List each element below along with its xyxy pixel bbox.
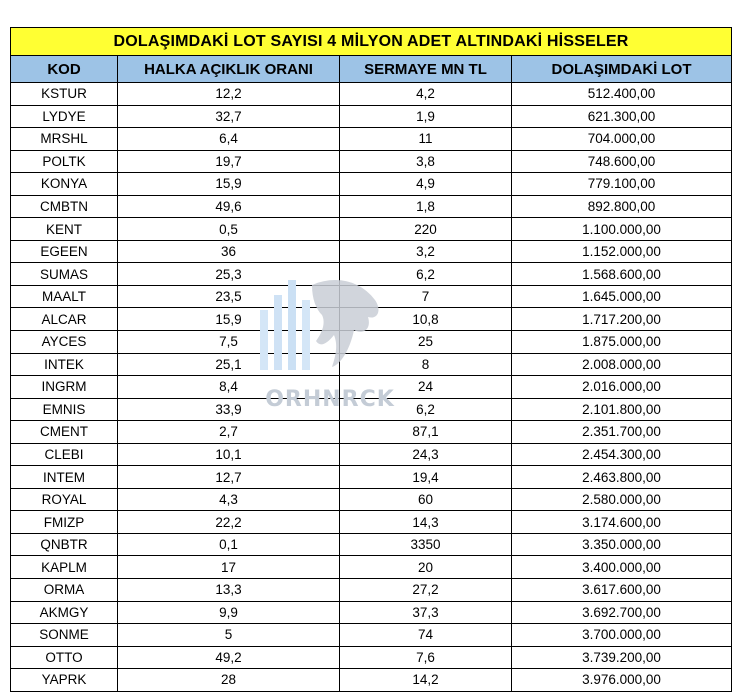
cell-sermaye: 6,2 [340, 263, 512, 286]
table-row [11, 376, 732, 399]
table-row [11, 443, 732, 466]
cell-halka-aciklik: 10,1 [118, 443, 340, 466]
cell-dolasimdaki-lot: 704.000,00 [512, 128, 732, 151]
cell-dolasimdaki-lot: 1.875.000,00 [512, 331, 732, 354]
table-body [11, 83, 732, 692]
cell-kod: CMENT [11, 421, 118, 444]
cell-dolasimdaki-lot: 2.351.700,00 [512, 421, 732, 444]
cell-sermaye: 3350 [340, 533, 512, 556]
cell-dolasimdaki-lot: 748.600,00 [512, 150, 732, 173]
cell-halka-aciklik: 25,1 [118, 353, 340, 376]
cell-sermaye: 25 [340, 331, 512, 354]
cell-sermaye: 10,8 [340, 308, 512, 331]
cell-dolasimdaki-lot: 2.454.300,00 [512, 443, 732, 466]
cell-sermaye: 24 [340, 376, 512, 399]
cell-halka-aciklik: 33,9 [118, 398, 340, 421]
header-halka-aciklik: HALKA AÇIKLIK ORANI [118, 56, 340, 83]
table-title: DOLAŞIMDAKİ LOT SAYISI 4 MİLYON ADET ALTINDAKİ HİSSELER [11, 28, 732, 56]
cell-dolasimdaki-lot: 1.717.200,00 [512, 308, 732, 331]
cell-halka-aciklik: 7,5 [118, 331, 340, 354]
table-row [11, 556, 732, 579]
cell-dolasimdaki-lot: 621.300,00 [512, 105, 732, 128]
cell-sermaye: 74 [340, 624, 512, 647]
cell-dolasimdaki-lot: 512.400,00 [512, 83, 732, 106]
cell-halka-aciklik: 5 [118, 624, 340, 647]
cell-dolasimdaki-lot: 892.800,00 [512, 195, 732, 218]
cell-sermaye: 6,2 [340, 398, 512, 421]
cell-sermaye: 19,4 [340, 466, 512, 489]
table-row [11, 331, 732, 354]
cell-dolasimdaki-lot: 2.580.000,00 [512, 488, 732, 511]
table-row [11, 511, 732, 534]
table-row [11, 488, 732, 511]
cell-kod: EMNIS [11, 398, 118, 421]
table-row [11, 624, 732, 647]
cell-sermaye: 3,8 [340, 150, 512, 173]
cell-kod: AKMGY [11, 601, 118, 624]
cell-kod: KSTUR [11, 83, 118, 106]
cell-dolasimdaki-lot: 2.008.000,00 [512, 353, 732, 376]
cell-sermaye: 60 [340, 488, 512, 511]
cell-dolasimdaki-lot: 1.568.600,00 [512, 263, 732, 286]
table-row [11, 83, 732, 106]
stock-table-container [10, 27, 731, 692]
cell-halka-aciklik: 6,4 [118, 128, 340, 151]
table-row [11, 263, 732, 286]
cell-kod: EGEEN [11, 240, 118, 263]
cell-halka-aciklik: 28 [118, 669, 340, 692]
cell-dolasimdaki-lot: 2.101.800,00 [512, 398, 732, 421]
cell-kod: CMBTN [11, 195, 118, 218]
cell-kod: KENT [11, 218, 118, 241]
cell-dolasimdaki-lot: 3.350.000,00 [512, 533, 732, 556]
stock-table [10, 27, 732, 692]
cell-kod: CLEBI [11, 443, 118, 466]
cell-dolasimdaki-lot: 3.692.700,00 [512, 601, 732, 624]
table-row [11, 421, 732, 444]
cell-dolasimdaki-lot: 3.976.000,00 [512, 669, 732, 692]
cell-sermaye: 14,2 [340, 669, 512, 692]
cell-halka-aciklik: 9,9 [118, 601, 340, 624]
cell-halka-aciklik: 15,9 [118, 308, 340, 331]
cell-sermaye: 27,2 [340, 579, 512, 602]
cell-halka-aciklik: 2,7 [118, 421, 340, 444]
cell-sermaye: 4,2 [340, 83, 512, 106]
table-row [11, 195, 732, 218]
table-row [11, 173, 732, 196]
cell-halka-aciklik: 4,3 [118, 488, 340, 511]
cell-dolasimdaki-lot: 2.016.000,00 [512, 376, 732, 399]
cell-kod: LYDYE [11, 105, 118, 128]
cell-halka-aciklik: 49,6 [118, 195, 340, 218]
cell-kod: ROYAL [11, 488, 118, 511]
table-row [11, 128, 732, 151]
table-row [11, 466, 732, 489]
cell-dolasimdaki-lot: 2.463.800,00 [512, 466, 732, 489]
cell-halka-aciklik: 36 [118, 240, 340, 263]
header-sermaye: SERMAYE MN TL [340, 56, 512, 83]
cell-dolasimdaki-lot: 3.739.200,00 [512, 646, 732, 669]
cell-sermaye: 7,6 [340, 646, 512, 669]
cell-kod: SUMAS [11, 263, 118, 286]
table-row [11, 105, 732, 128]
cell-kod: KAPLM [11, 556, 118, 579]
table-row [11, 218, 732, 241]
cell-kod: KONYA [11, 173, 118, 196]
table-row [11, 646, 732, 669]
cell-kod: POLTK [11, 150, 118, 173]
cell-kod: ORMA [11, 579, 118, 602]
cell-sermaye: 3,2 [340, 240, 512, 263]
cell-dolasimdaki-lot: 779.100,00 [512, 173, 732, 196]
table-row [11, 533, 732, 556]
cell-kod: AYCES [11, 331, 118, 354]
cell-halka-aciklik: 17 [118, 556, 340, 579]
cell-halka-aciklik: 22,2 [118, 511, 340, 534]
cell-kod: YAPRK [11, 669, 118, 692]
cell-halka-aciklik: 32,7 [118, 105, 340, 128]
cell-sermaye: 1,9 [340, 105, 512, 128]
cell-dolasimdaki-lot: 3.617.600,00 [512, 579, 732, 602]
cell-sermaye: 8 [340, 353, 512, 376]
cell-halka-aciklik: 12,7 [118, 466, 340, 489]
cell-halka-aciklik: 15,9 [118, 173, 340, 196]
table-row [11, 579, 732, 602]
watermark-text: ORHNRCK [265, 387, 395, 412]
cell-kod: ALCAR [11, 308, 118, 331]
table-row [11, 240, 732, 263]
cell-sermaye: 37,3 [340, 601, 512, 624]
cell-halka-aciklik: 23,5 [118, 285, 340, 308]
table-row [11, 669, 732, 692]
cell-halka-aciklik: 13,3 [118, 579, 340, 602]
cell-dolasimdaki-lot: 3.400.000,00 [512, 556, 732, 579]
cell-dolasimdaki-lot: 1.645.000,00 [512, 285, 732, 308]
cell-dolasimdaki-lot: 3.700.000,00 [512, 624, 732, 647]
header-dolasimdaki-lot: DOLAŞIMDAKİ LOT [512, 56, 732, 83]
cell-sermaye: 4,9 [340, 173, 512, 196]
cell-kod: INGRM [11, 376, 118, 399]
cell-sermaye: 14,3 [340, 511, 512, 534]
cell-sermaye: 220 [340, 218, 512, 241]
table-row [11, 308, 732, 331]
cell-sermaye: 20 [340, 556, 512, 579]
cell-halka-aciklik: 25,3 [118, 263, 340, 286]
cell-kod: MAALT [11, 285, 118, 308]
cell-halka-aciklik: 0,1 [118, 533, 340, 556]
cell-kod: INTEM [11, 466, 118, 489]
table-row [11, 150, 732, 173]
cell-kod: FMIZP [11, 511, 118, 534]
cell-halka-aciklik: 12,2 [118, 83, 340, 106]
cell-sermaye: 1,8 [340, 195, 512, 218]
cell-kod: QNBTR [11, 533, 118, 556]
cell-sermaye: 11 [340, 128, 512, 151]
cell-sermaye: 87,1 [340, 421, 512, 444]
table-row [11, 353, 732, 376]
cell-halka-aciklik: 19,7 [118, 150, 340, 173]
header-kod: KOD [11, 56, 118, 83]
cell-kod: OTTO [11, 646, 118, 669]
cell-sermaye: 7 [340, 285, 512, 308]
cell-kod: SONME [11, 624, 118, 647]
cell-halka-aciklik: 0,5 [118, 218, 340, 241]
header-row [11, 56, 732, 83]
cell-dolasimdaki-lot: 3.174.600,00 [512, 511, 732, 534]
cell-dolasimdaki-lot: 1.100.000,00 [512, 218, 732, 241]
cell-kod: INTEK [11, 353, 118, 376]
table-row [11, 601, 732, 624]
table-row [11, 285, 732, 308]
cell-sermaye: 24,3 [340, 443, 512, 466]
cell-halka-aciklik: 49,2 [118, 646, 340, 669]
cell-halka-aciklik: 8,4 [118, 376, 340, 399]
table-row [11, 398, 732, 421]
cell-kod: MRSHL [11, 128, 118, 151]
cell-dolasimdaki-lot: 1.152.000,00 [512, 240, 732, 263]
